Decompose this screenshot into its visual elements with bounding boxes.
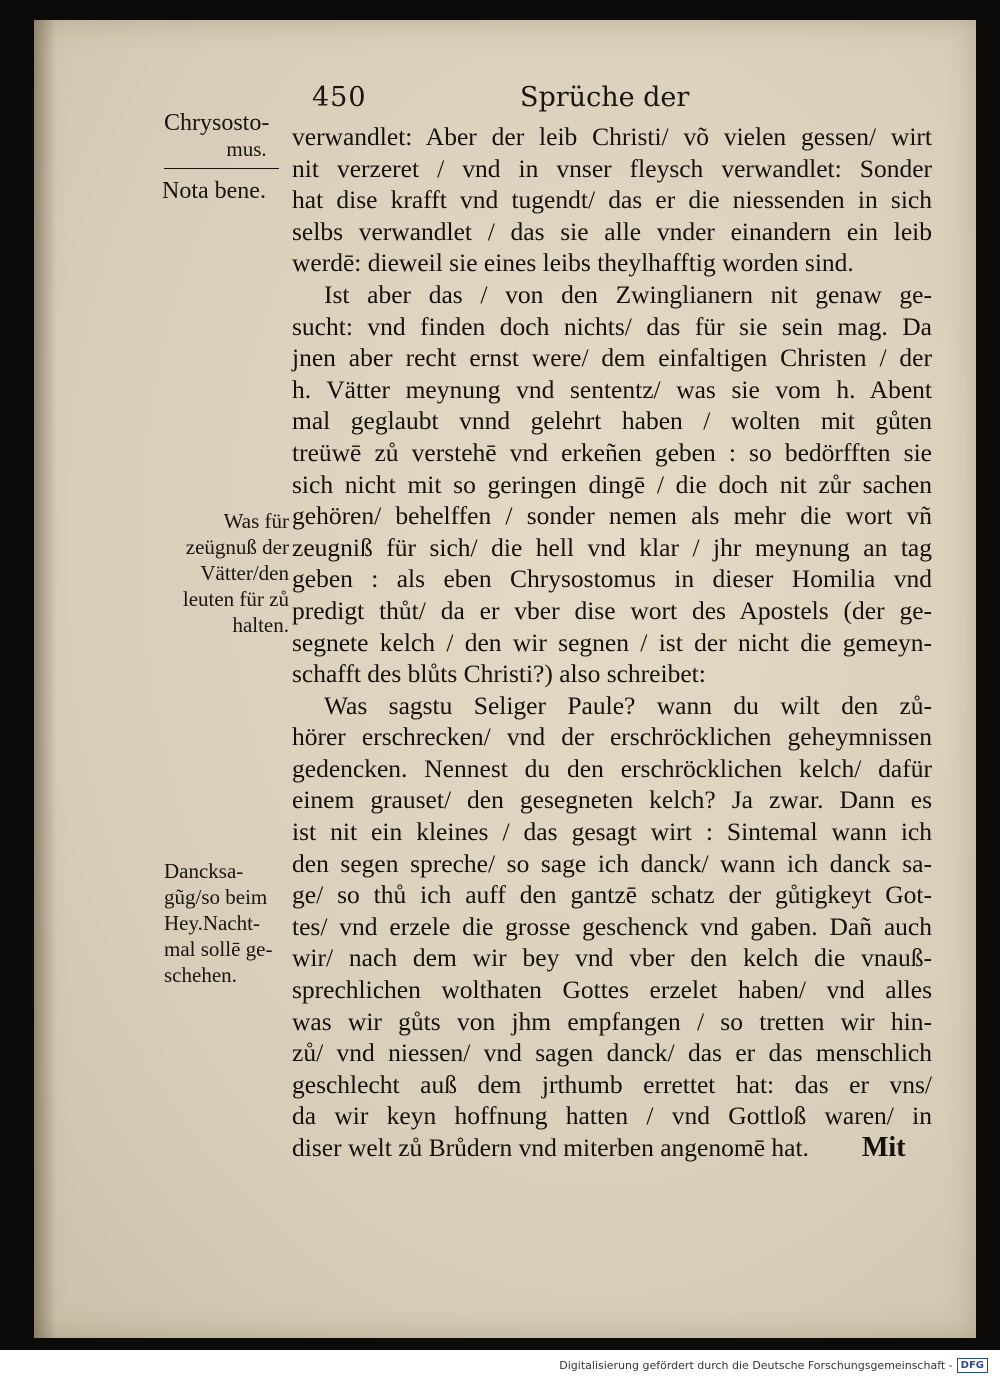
margin-note-zeugnis [164,508,289,638]
text-line: geschlecht auß dem jrthumb errettet hat: das er vns/ [292,1069,932,1099]
text-line: wir/ nach dem wir bey vnd vber den kelch die vnauß- [292,943,932,973]
text-line: selbs verwandlet / das sie alle vnder einandern ein leib [292,216,932,246]
margin-note-line: mus. [226,137,267,161]
text-line: gehören/ behelffen / sonder nemen als mehr die wort vñ [292,501,932,531]
text-line: schafft des blůts Christi?) also schreibet: [292,659,706,689]
text-line: geben : als eben Chrysostomus in dieser Homilia vnd [292,564,932,594]
text-line: mal geglaubt vnnd gelehrt haben / wolten mit gůten [292,406,932,436]
text-line: sich nicht mit so geringen dingē / die doch nit zůr sachen [292,469,932,499]
text-line: nit verzeret / vnd in vnser fleysch verwandlet: Sonder [292,153,932,183]
text-line: Was sagstu Seliger Paule? wann du wilt den zů- [324,690,932,720]
running-title: Sprüche der [520,82,690,113]
margin-note-line: Dancksa- [164,859,244,883]
text-line: ge/ so thů ich auff den gantzē schatz der gůtigkeyt Got- [292,880,932,910]
margin-note-line: Vätter/den [200,561,289,585]
digitization-footer [559,1357,988,1373]
text-line: was wir gůts von jhm empfangen / so tretten wir hin- [292,1006,932,1036]
text-line: einem grauset/ den gesegneten kelch? Ja zwar. Dann es [292,785,932,815]
text-line: werdē: dieweil sie eines leibs theylhafftig worden sind. [292,248,854,278]
text-line: den segen spreche/ so sage ich danck/ wann ich danck sa- [292,848,932,878]
text-line: hörer erschrecken/ vnd der erschröcklichen geheymnissen [292,722,932,752]
book-page [34,20,976,1338]
text-line: jnen aber recht ernst were/ dem einfaltigen Christen / der [292,343,932,373]
text-line: sucht: vnd finden doch nichts/ das für sie sein mag. Da [292,311,932,341]
text-line: zeugniß für sich/ die hell vnd klar / jhr meynung an tag [292,532,932,562]
margin-note-line: zeügnuß der [185,535,289,559]
text-line: gedencken. Nennest du den erschröcklichen kelch/ dafür [292,753,932,783]
text-line: sprechlichen wolthaten Gottes erzelet haben/ vnd alles [292,975,932,1005]
margin-note-line: mal sollē ge- [164,937,273,961]
text-line: treüwē zů verstehē vnd erkeñen geben : so bedörfften sie [292,437,932,467]
margin-note-line: Hey.Nacht- [164,911,261,935]
text-line: ist nit ein kleines / das gesagt wirt : Sintemal wann ich [292,817,932,847]
text-line: predigt thůt/ da er vber dise wort des Apostels (der ge- [292,595,932,625]
text-line: hat dise krafft vnd tugendt/ das er die niessenden in sich [292,185,932,215]
margin-note-nota-bene: Nota bene. [162,178,266,204]
catchword: Mit [862,1132,906,1163]
text-line: verwandlet: Aber der leib Christi/ võ vielen gessen/ wirt [292,122,932,151]
dfg-logo: DFG [957,1358,988,1373]
text-line: da wir keyn hoffnung hatten / vnd Gottloß waren/ in [292,1101,932,1131]
text-line: Ist aber das / von den Zwinglianern nit genaw ge- [324,279,932,309]
text-line: tes/ vnd erzele die grosse geschenck vnd gaben. Dañ auch [292,911,932,941]
margin-note-line: gũg/so beim [164,885,268,909]
margin-note-danksagung [164,858,294,988]
margin-note-line: Was für [223,509,289,533]
footer-credit: Digitalisierung gefördert durch die Deutsche Forschungsgemeinschaft - [559,1358,953,1372]
margin-note-line: Chrysosto- [164,110,270,136]
margin-rule [164,168,279,169]
gutter-shadow [34,20,56,1338]
margin-note-line: halten. [232,613,289,637]
text-line: h. Vätter meynung vnd sententz/ was sie vom h. Abent [292,374,932,404]
page-number: 450 [312,82,367,113]
margin-note-line: leuten für zů [182,587,289,611]
margin-note-chrysostomus [164,110,289,169]
text-line: zů/ vnd niessen/ vnd sagen danck/ das er das menschlich [292,1038,932,1068]
text-line: segnete kelch / den wir segnen / ist der nicht die gemeyn- [292,627,932,657]
margin-note-line: schehen. [164,963,237,987]
text-line: diser welt zů Brůdern vnd miterben angenomē hat. [292,1133,809,1162]
body-text [292,121,932,1164]
